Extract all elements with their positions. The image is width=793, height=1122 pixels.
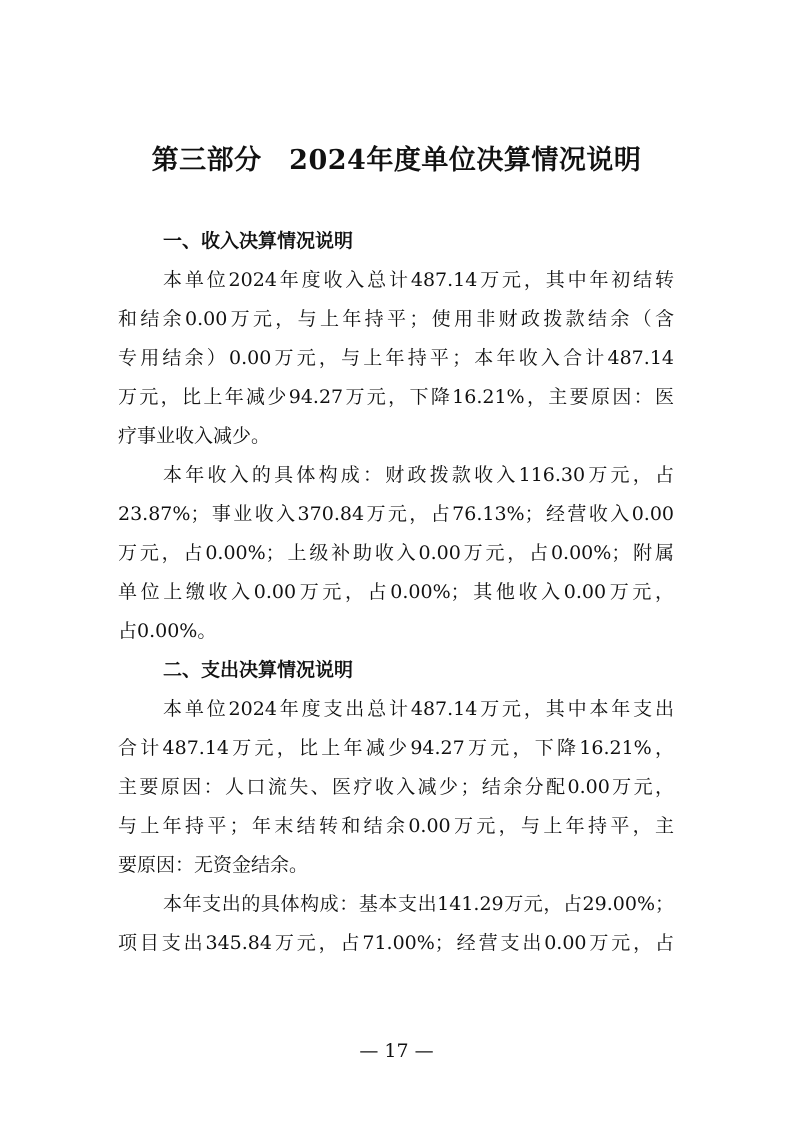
text-line: 单位上缴收入0.00万元，占0.00%；其他收入0.00万元， — [118, 581, 674, 603]
text-line: 合计487.14万元，比上年减少94.27万元，下降16.21%， — [118, 737, 674, 759]
document-body — [118, 222, 674, 963]
text-line: 万元，比上年减少94.27万元，下降16.21%，主要原因：医 — [118, 386, 674, 408]
text-line: 本单位2024年度收入总计487.14万元，其中年初结转 — [163, 269, 674, 291]
paragraph-income-summary — [118, 261, 674, 456]
text-line: 本年收入的具体构成：财政拨款收入116.30万元，占 — [163, 464, 674, 486]
text-line: 本年支出的具体构成：基本支出141.29万元，占29.00%； — [163, 893, 674, 915]
text-line: 疗事业收入减少。 — [118, 425, 271, 447]
text-line: 要原因：无资金结余。 — [118, 854, 309, 876]
text-line: 专用结余）0.00万元，与上年持平；本年收入合计487.14 — [118, 347, 674, 369]
page-title: 第三部分 2024年度单位决算情况说明 — [151, 145, 642, 176]
text-line: 和结余0.00万元，与上年持平；使用非财政拨款结余（含 — [118, 308, 674, 330]
text-line: 项目支出345.84万元，占71.00%；经营支出0.00万元，占 — [118, 932, 674, 954]
text-line: 与上年持平；年末结转和结余0.00万元，与上年持平，主 — [118, 815, 674, 837]
section-heading-expenditure: 二、支出决算情况说明 — [163, 659, 354, 681]
text-line: 万元，占0.00%；上级补助收入0.00万元，占0.00%；附属 — [118, 542, 674, 564]
text-line: 占0.00%。 — [118, 620, 217, 642]
text-line: 主要原因：人口流失、医疗收入减少；结余分配0.00万元， — [118, 776, 674, 798]
section-heading-income: 一、收入决算情况说明 — [163, 230, 354, 252]
paragraph-income-composition — [118, 456, 674, 651]
paragraph-expenditure-composition — [118, 885, 674, 963]
text-line: 23.87%；事业收入370.84万元，占76.13%；经营收入0.00 — [118, 503, 674, 525]
page-number: — 17 — — [359, 1040, 434, 1062]
paragraph-expenditure-summary — [118, 690, 674, 885]
text-line: 本单位2024年度支出总计487.14万元，其中本年支出 — [163, 698, 674, 720]
